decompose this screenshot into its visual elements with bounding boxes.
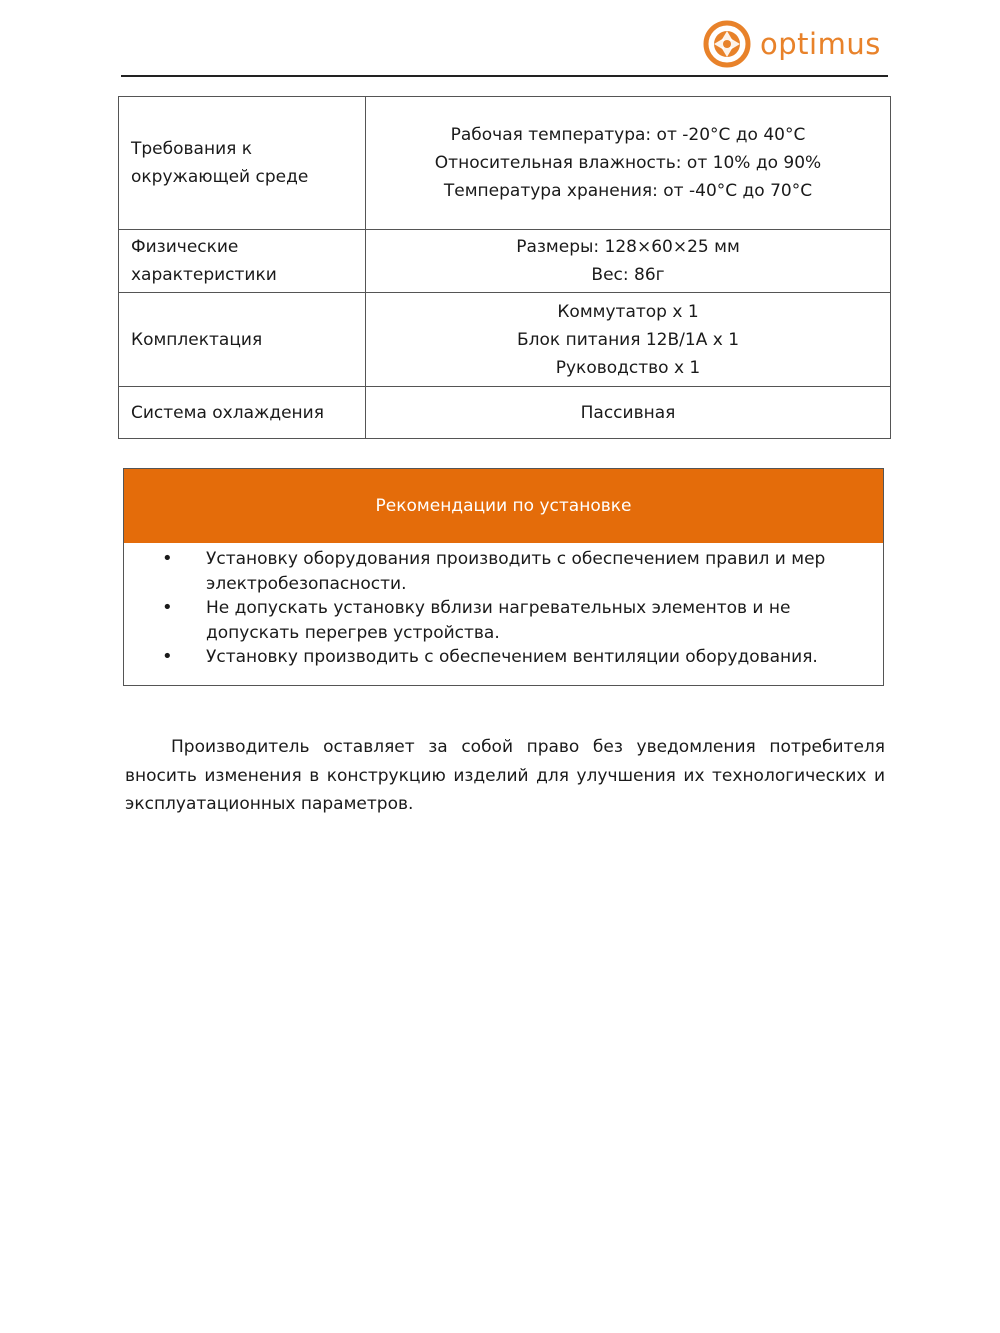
table-row <box>119 230 891 293</box>
value-line: Блок питания 12В/1А х 1 <box>516 329 740 350</box>
row-label: Требования к окружающей среде <box>119 97 366 230</box>
row-label: Физические характеристики <box>119 230 366 293</box>
value-line: Вес: 86г <box>591 265 665 285</box>
brand-logo <box>702 18 881 70</box>
header-divider <box>121 75 888 77</box>
bullet-icon: • <box>162 646 173 667</box>
optimus-aperture-logo-icon <box>702 19 752 69</box>
row-value <box>366 387 891 439</box>
table-row <box>119 97 891 230</box>
list-item-text: Не допускать установку вблизи нагревательных элементов и не допускать перегрев устройства. <box>206 598 791 643</box>
value-line: Температура хранения: от -40°С до 70°С <box>443 181 813 201</box>
value-line: Рабочая температура: от -20°С до 40°С <box>450 125 806 145</box>
value-line: Руководство х 1 <box>555 357 701 378</box>
spec-table <box>118 96 891 439</box>
manufacturer-note: Производитель оставляет за собой право без уведомления потребителя вносить изменения в конструкцию изделий для улучшения их технологических и эксплуатационных параметров. <box>125 737 885 814</box>
list-item <box>124 645 853 670</box>
recommendations-title: Рекомендации по установке <box>124 469 883 543</box>
row-value <box>366 293 891 387</box>
list-item-text: Установку производить с обеспечением вентиляции оборудования. <box>206 647 818 667</box>
value-line: Размеры: 128×60×25 мм <box>516 237 740 257</box>
row-label: Система охлаждения <box>119 387 366 439</box>
row-label: Комплектация <box>119 293 366 387</box>
recommendations-box <box>123 468 884 686</box>
row-value <box>366 230 891 293</box>
list-item <box>124 596 853 645</box>
list-item <box>124 547 853 596</box>
table-row <box>119 293 891 387</box>
table-row <box>119 387 891 439</box>
bullet-icon: • <box>162 597 173 618</box>
bullet-icon: • <box>162 548 173 569</box>
row-value <box>366 97 891 230</box>
brand-name: optimus <box>760 27 881 61</box>
recommendations-list <box>124 543 883 670</box>
list-item-text: Установку оборудования производить с обеспечением правил и мер электробезопасности. <box>206 549 826 594</box>
value-line: Относительная влажность: от 10% до 90% <box>434 153 822 173</box>
value-line: Коммутатор х 1 <box>557 301 699 322</box>
value-line: Пассивная <box>580 402 676 423</box>
